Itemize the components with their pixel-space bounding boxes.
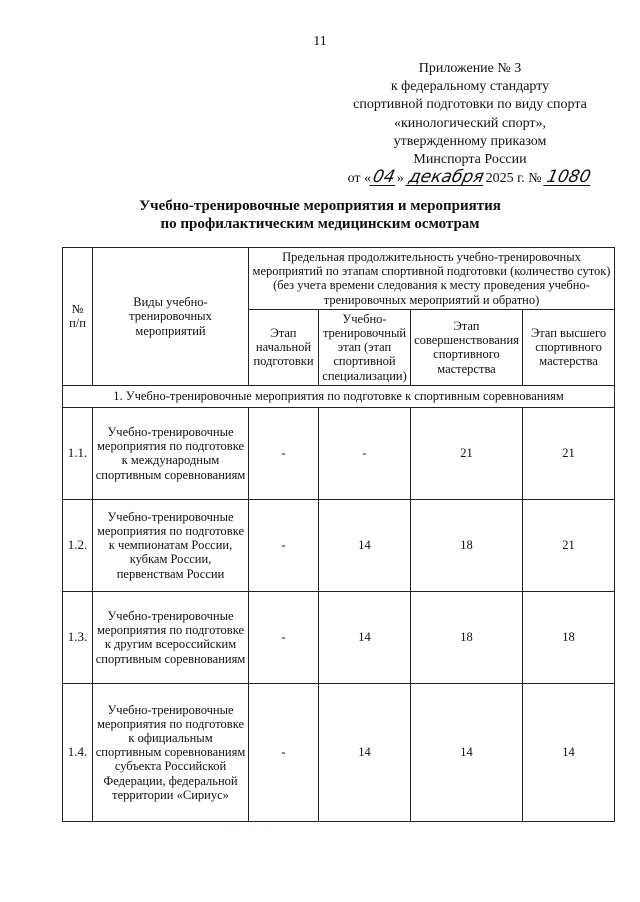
- row-value-improvement: 18: [411, 591, 523, 683]
- row-value-initial: -: [249, 499, 319, 591]
- header-stage-training: Учебно-тренировочный этап (этап спортивной специализации): [319, 309, 411, 385]
- table-row: [63, 683, 615, 821]
- events-table: [62, 247, 615, 822]
- row-value-higher: 18: [523, 591, 615, 683]
- appendix-line: спортивной подготовки по виду спорта: [353, 97, 587, 113]
- order-date-line: [330, 169, 610, 188]
- appendix-line: к федеральному стандарту: [390, 79, 550, 95]
- document-title: [0, 197, 640, 233]
- header-num: № п/п: [63, 248, 93, 386]
- table-row: [63, 591, 615, 683]
- header-stage-initial: Этап начальной подготовки: [249, 309, 319, 385]
- row-num: 1.2.: [63, 499, 93, 591]
- row-value-improvement: 21: [411, 407, 523, 499]
- page-number: 11: [313, 34, 327, 49]
- header-duration: Предельная продолжительность учебно-тренировочных мероприятий по этапам спортивной подготовки (количество суток) (без учета времени следования к месту проведения учебно-тренировочных мероприятий и обратно): [249, 248, 615, 310]
- row-value-higher: 21: [523, 499, 615, 591]
- handwritten-day: 04: [371, 167, 397, 188]
- row-value-higher: 21: [523, 407, 615, 499]
- row-kind: Учебно-тренировочные мероприятия по подготовке к другим всероссийским спортивным соревнованиям: [93, 591, 249, 683]
- row-kind: Учебно-тренировочные мероприятия по подготовке к чемпионатам России, кубкам России, первенствам России: [93, 499, 249, 591]
- row-num: 1.1.: [63, 407, 93, 499]
- appendix-block: [330, 60, 610, 188]
- row-num: 1.3.: [63, 591, 93, 683]
- row-value-training: 14: [319, 683, 411, 821]
- row-value-higher: 14: [523, 683, 615, 821]
- title-line-2: по профилактическим медицинским осмотрам: [160, 216, 480, 232]
- row-value-initial: -: [249, 591, 319, 683]
- header-stage-improvement: Этап совершенствования спортивного мастерства: [411, 309, 523, 385]
- header-kind: Виды учебно-тренировочных мероприятий: [93, 248, 249, 386]
- table-row: [63, 499, 615, 591]
- appendix-line: «кинологический спорт»,: [393, 115, 547, 131]
- row-value-initial: -: [249, 407, 319, 499]
- row-num: 1.4.: [63, 683, 93, 821]
- appendix-line: утвержденному приказом: [393, 133, 547, 149]
- scan-artifact: · · · ·: [225, 826, 270, 835]
- row-value-training: -: [319, 407, 411, 499]
- year-text: 2025 г. №: [485, 171, 542, 187]
- section-heading: 1. Учебно-тренировочные мероприятия по подготовке к спортивным соревнованиям: [63, 385, 615, 407]
- row-kind: Учебно-тренировочные мероприятия по подготовке к международным спортивным соревнованиям: [93, 407, 249, 499]
- row-value-improvement: 14: [411, 683, 523, 821]
- row-value-training: 14: [319, 499, 411, 591]
- handwritten-order-number: 1080: [545, 167, 593, 188]
- row-value-improvement: 18: [411, 499, 523, 591]
- title-line-1: Учебно-тренировочные мероприятия и мероприятия: [139, 198, 501, 214]
- appendix-line: Приложение № 3: [418, 61, 522, 76]
- appendix-line: Минспорта России: [413, 152, 527, 168]
- handwritten-month: декабря: [407, 167, 486, 188]
- date-prefix: от «: [347, 171, 372, 187]
- date-mid: »: [396, 171, 404, 187]
- row-value-training: 14: [319, 591, 411, 683]
- row-kind: Учебно-тренировочные мероприятия по подготовке к официальным спортивным соревнованиям субъекта Российской Федерации, федеральной территории «Сириус»: [93, 683, 249, 821]
- table-row: [63, 407, 615, 499]
- header-stage-higher: Этап высшего спортивного мастерства: [523, 309, 615, 385]
- row-value-initial: -: [249, 683, 319, 821]
